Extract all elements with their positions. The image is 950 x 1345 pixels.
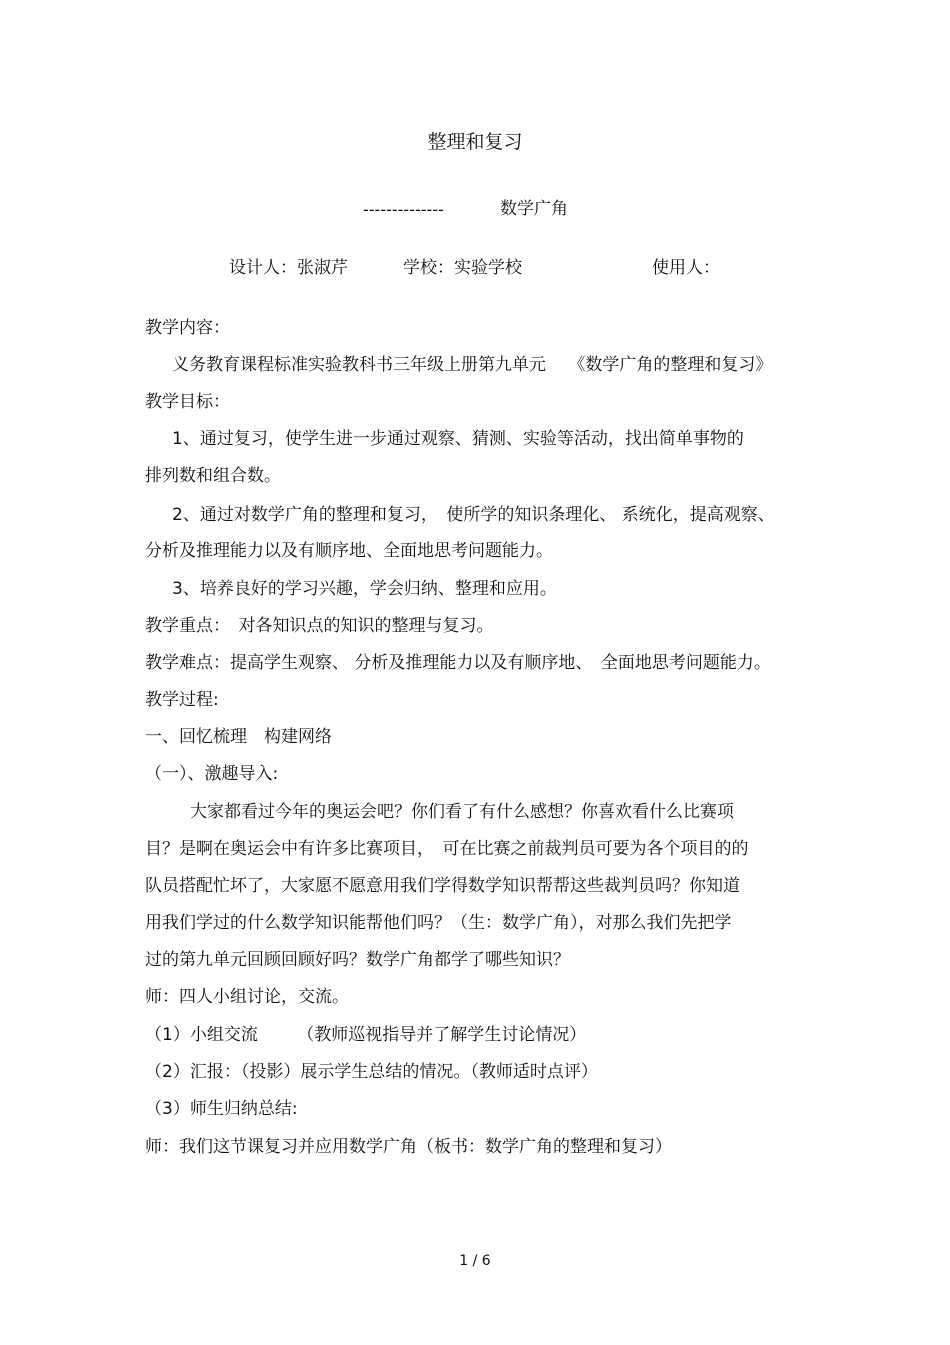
paragraph-line: 过的第九单元回顾回顾好吗？数学广角都学了哪些知识？ <box>145 950 570 970</box>
user-info: 使用人： <box>652 258 720 278</box>
paragraph-line: 教学目标： <box>145 392 230 412</box>
paragraph-line: 用我们学过的什么数学知识能帮他们吗？（生：数学广角），对那么我们先把学 <box>145 913 732 933</box>
paragraph-line: 2、通过对数学广角的整理和复习， 使所学的知识条理化、 系统化，提高观察、 <box>172 505 775 525</box>
paragraph-line: 教学过程: <box>145 690 219 710</box>
paragraph-line: 目？是啊在奥运会中有许多比赛项目， 可在比赛之前裁判员可要为各个项目的的 <box>145 839 749 859</box>
paragraph-line: 一、回忆梳理 构建网络 <box>145 727 332 747</box>
paragraph-line: 义务教育课程标准实验教科书三年级上册第九单元 《数学广角的整理和复习》 <box>172 355 773 375</box>
paragraph-line: 师：我们这节课复习并应用数学广角（板书：数学广角的整理和复习） <box>145 1137 672 1157</box>
subtitle: 数学广角 <box>500 199 568 219</box>
paragraph-line: （1）小组交流 （教师巡视指导并了解学生讨论情况） <box>145 1025 587 1045</box>
paragraph-line: （3）师生归纳总结: <box>145 1099 298 1119</box>
school-info: 学校：实验学校 <box>403 258 522 278</box>
paragraph-line: 教学重点： 对各知识点的知识的整理与复习。 <box>145 616 494 636</box>
page-number: 1 / 6 <box>459 1253 491 1269</box>
paragraph-line: 教学难点：提高学生观察、 分析及推理能力以及有顺序地、 全面地思考问题能力。 <box>145 653 771 673</box>
paragraph-line: 队员搭配忙坏了，大家愿不愿意用我们学得数学知识帮帮这些裁判员吗？你知道 <box>145 876 740 896</box>
paragraph-line: 师：四人小组讨论，交流。 <box>145 987 349 1007</box>
designer-info: 设计人：张淑芹 <box>229 258 348 278</box>
paragraph-line: 1、通过复习，使学生进一步通过观察、猜测、实验等活动，找出简单事物的 <box>172 429 744 449</box>
paragraph-line: 教学内容： <box>145 318 230 338</box>
page-title: 整理和复习 <box>427 131 523 153</box>
paragraph-line: 排列数和组合数。 <box>145 466 281 486</box>
paragraph-line: 3、培养良好的学习兴趣，学会归纳、整理和应用。 <box>172 579 557 599</box>
paragraph-line: （2）汇报：（投影）展示学生总结的情况。（教师适时点评） <box>145 1062 598 1082</box>
paragraph-line: （一）、激趣导入: <box>145 764 279 784</box>
paragraph-line: 分析及推理能力以及有顺序地、全面地思考问题能力。 <box>145 541 553 561</box>
subtitle-dashes: -------------- <box>363 200 444 219</box>
paragraph-line: 大家都看过今年的奥运会吧？你们看了有什么感想？你喜欢看什么比赛项 <box>190 802 734 822</box>
